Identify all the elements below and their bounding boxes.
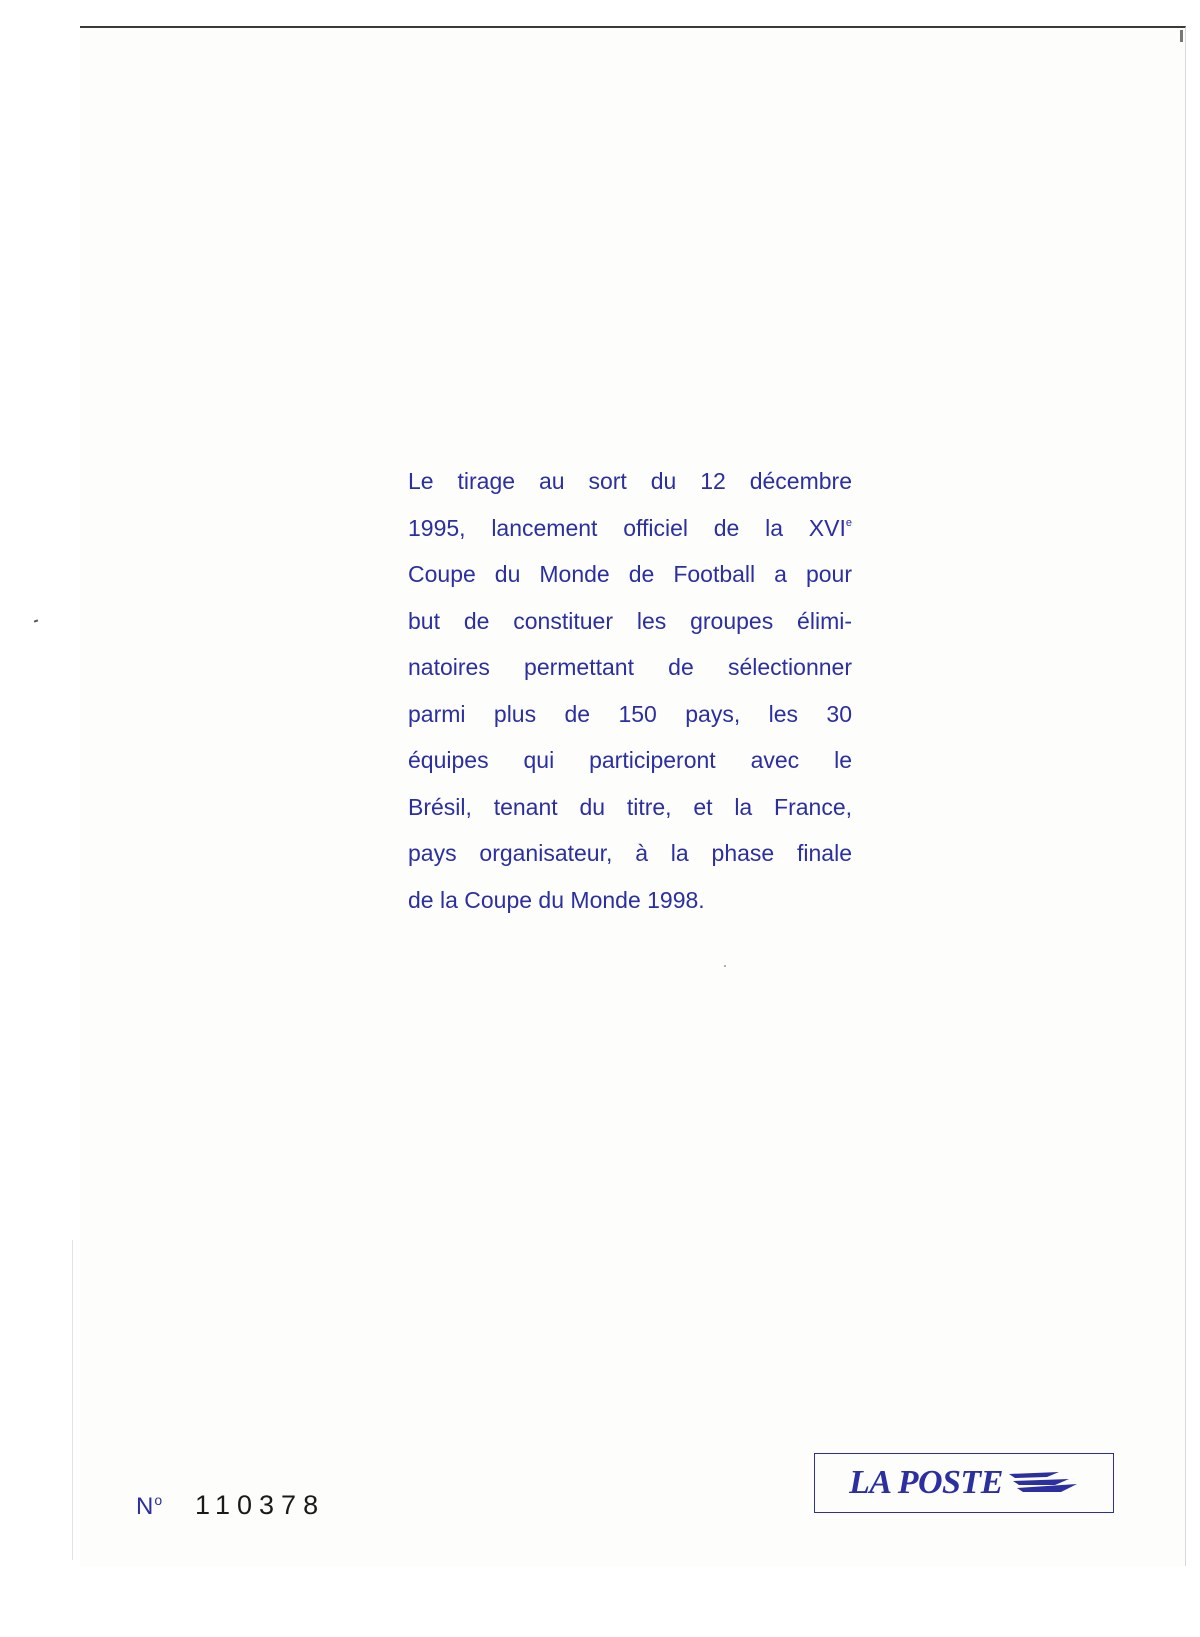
logo-text: LA POSTE — [849, 1464, 1003, 1501]
number-prefix: N — [136, 1493, 155, 1520]
superscript-e: e — [845, 516, 852, 529]
text-line-9: pays organisateur, à la phase finale — [408, 840, 852, 866]
text-line-7: équipes qui participeront avec le — [408, 747, 852, 773]
text-line-2-main: 1995, lancement officiel de la XVI — [408, 514, 846, 541]
text-line-3: Coupe du Monde de Football a pour — [408, 561, 852, 587]
body-text — [408, 458, 852, 923]
stray-mark — [34, 619, 38, 622]
number-label — [136, 1492, 163, 1521]
text-line-4: but de constituer les groupes élimi- — [408, 607, 852, 634]
stray-dot — [724, 965, 726, 967]
la-poste-bird-icon — [1007, 1468, 1079, 1498]
text-line-2 — [408, 505, 852, 552]
text-line-10: de la Coupe du Monde 1998. — [408, 886, 705, 913]
card-edge-shadow — [72, 1240, 73, 1560]
text-line-1: Le tirage au sort du 12 décembre — [408, 468, 852, 494]
text-line-6: parmi plus de 150 pays, les 30 — [408, 700, 852, 727]
corner-mark — [1180, 30, 1183, 42]
text-line-5: natoires permettant de sélectionner — [408, 654, 852, 680]
text-line-8: Brésil, tenant du titre, et la France, — [408, 793, 852, 820]
serial-number: 110378 — [195, 1490, 326, 1520]
number-prefix-sup: o — [154, 1492, 164, 1508]
la-poste-logo — [814, 1453, 1114, 1513]
